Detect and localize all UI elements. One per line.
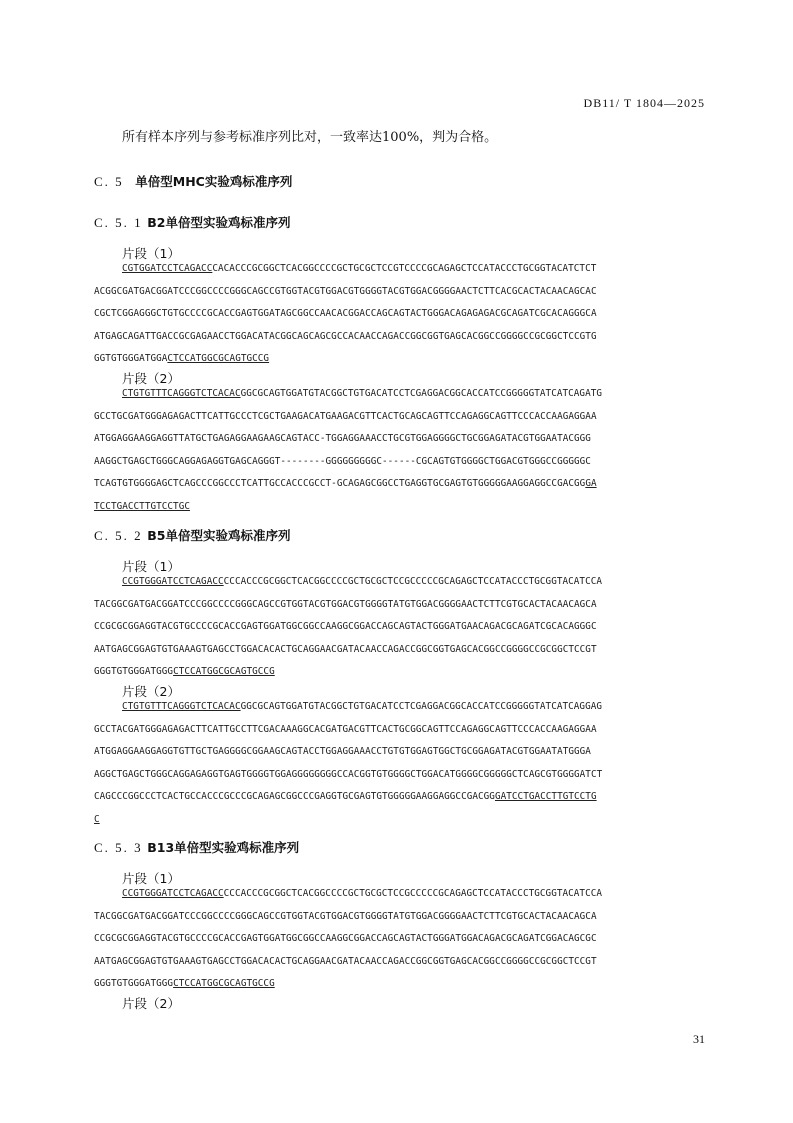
sequence-line: CCGCGCGGAGGTACGTGCCCCGCACCGAGTGGATGGCGGCCAAGGCGGACCAGCAGTACTGGGATGAACAGACGCAGATCGCACAGGGC — [94, 621, 597, 633]
fragment-label-b2-2: 片段（2） — [122, 371, 180, 386]
sequence-text: GGCGCAGTGGATGTACGGCTGTGACATCCTCGAGGACGGCACCATCCGGGGGTATCATCAGGAG — [240, 701, 603, 712]
section-title: B2单倍型实验鸡标准序列 — [147, 215, 291, 230]
sequence-line — [94, 973, 706, 996]
sequence-line — [94, 883, 706, 906]
sequence-block-b2-1 — [94, 258, 706, 371]
sequence-line — [94, 696, 706, 719]
sequence-line — [94, 258, 706, 281]
primer-underline: C — [94, 813, 100, 825]
primer-underline: CCGTGGGATCCTCAGACC — [122, 576, 224, 587]
sequence-block-b5-1 — [94, 571, 706, 684]
sequence-line: GCCTACGATGGGAGAGACTTCATTGCCTTCGACAAAGGCACGATGACGTTCACTGCGGCAGTTCCAGAGGCAGTTCCCACCAAGAGGAA — [94, 723, 597, 735]
sequence-line — [94, 661, 706, 684]
primer-underline: CTCCATGGCGCAGTGCCG — [173, 666, 275, 678]
standard-code-header: DB11/ T 1804—2025 — [583, 96, 705, 110]
section-heading-c52 — [94, 526, 290, 544]
primer-underline: CCGTGGGATCCTCAGACC — [122, 888, 224, 899]
section-heading-c51 — [94, 213, 290, 231]
sequence-line: AGGCTGAGCTGGGCAGGAGAGGTGAGTGGGGTGGAGGGGGGGGCCACGGTGTGGGGCTGGACATGGGGCGGGGGCTCAGCGTGGGGATCT — [94, 768, 603, 780]
intro-paragraph: 所有样本序列与参考标准序列比对，一致率达100%，判为合格。 — [122, 130, 498, 145]
sequence-line: ATGGAGGAAGGAGGTGTTGCTGAGGGGCGGAAGCAGTACCTGGAGGAAACCTGTGTGGAGTGGCTGCGGAGATACGTGGAATATGGGA — [94, 746, 591, 758]
sequence-block-b5-2 — [94, 696, 706, 832]
sequence-line — [94, 383, 706, 406]
primer-underline: GA — [585, 478, 597, 490]
sequence-line: CCGCGCGGAGGTACGTGCCCCGCACCGAGTGGATGGCGGCCAAGGCGGACCAGCAGTACTGGGATGGACAGACGCAGATCGGACAGCGC — [94, 933, 597, 945]
section-title: 单倍型MHC实验鸡标准序列 — [135, 174, 293, 189]
fragment-label-b13-2: 片段（2） — [122, 996, 180, 1011]
sequence-text: CCCACCCGCGGCTCACGGCCCCGCTGCGCTCCGCCCCCGCAGAGCTCCATACCCTGCGGTACATCCA — [223, 576, 603, 587]
sequence-text: GGGTGTGGGATGGG — [94, 978, 174, 990]
section-title: B5单倍型实验鸡标准序列 — [147, 528, 291, 543]
primer-underline: GATCCTGACCTTGTCCTG — [494, 791, 597, 803]
sequence-line: GCCTGCGATGGGAGAGACTTCATTGCCCTCGCTGAAGACATGAAGACGTTCACTGCAGCAGTTCCAGAGGCAGTTCCCACCAAGAGGAA — [94, 410, 597, 422]
sequence-line — [94, 786, 706, 809]
sequence-line: TACGGCGATGACGGATCCCGGCCCCGGGCAGCCGTGGTACGTGGACGTGGGGTATGTGGACGGGGAACTCTTCGTGCACTACAACAGCA — [94, 910, 597, 922]
section-heading-c5 — [94, 172, 292, 190]
sequence-text: GGGTGTGGGATGGG — [94, 666, 174, 678]
sequence-text: CAGCCCGGCCCTCACTGCCACCCGCCCGCAGAGCGGCCCGAGGTGCGAGTGTGGGGGAAGGAGGCCGACGG — [94, 791, 495, 803]
section-number: C. 5. 1 — [94, 215, 143, 230]
sequence-text: TCAGTGTGGGGAGCTCAGCCCGGCCCTCATTGCCACCCGCCT-GCAGAGCGGCCTGAGGTGCGAGTGTGGGGGAAGGAGGCCGACGG — [94, 478, 586, 490]
sequence-line: ACGGCGATGACGGATCCCGGCCCCGGGCAGCCGTGGTACGTGGACGTGGGGTACGTGGACGGGGAACTCTTCACGCACTACAACAGCAC — [94, 285, 597, 297]
sequence-line: AATGAGCGGAGTGTGAAAGTGAGCCTGGACACACTGCAGGAACGATACAACCAGACCGGCGGTGAGCACGGCCGGGGCCGCGGCTCCGT — [94, 643, 597, 655]
sequence-line: ATGAGCAGATTGACCGCGAGAACCTGGACATACGGCAGCAGCGCCACAACCAGACCGGCGGTGAGCACGGCCGGGGCCGCGGCTCCGTG — [94, 330, 597, 342]
sequence-line — [94, 348, 706, 371]
primer-underline: TCCTGACCTTGTCCTGC — [94, 500, 191, 512]
sequence-text: CCCACCCGCGGCTCACGGCCCCGCTGCGCTCCGCCCCCGCAGAGCTCCATACCCTGCGGTACATCCA — [223, 888, 603, 899]
sequence-block-b13-1 — [94, 883, 706, 996]
sequence-line — [94, 473, 706, 496]
sequence-line: ATGGAGGAAGGAGGTTATGCTGAGAGGAAGAAGCAGTACC-TGGAGGAAACCTGCGTGGAGGGGCTGCGGAGATACGTGGAATACGGG — [94, 433, 591, 445]
sequence-text: GGCGCAGTGGATGTACGGCTGTGACATCCTCGAGGACGGCACCATCCGGGGGTATCATCAGATG — [240, 388, 603, 399]
primer-underline: CTGTGTTTCAGGGTCTCACAC — [122, 388, 241, 399]
fragment-label-b5-1: 片段（1） — [122, 559, 180, 574]
fragment-label-b13-1: 片段（1） — [122, 871, 180, 886]
sequence-line: TACGGCGATGACGGATCCCGGCCCCGGGCAGCCGTGGTACGTGGACGTGGGGTATGTGGACGGGGAACTCTTCGTGCACTACAACAGCA — [94, 598, 597, 610]
sequence-text: CACACCCGCGGCTCACGGCCCCGCTGCGCTCCGTCCCCGCAGAGCTCCATACCCTGCGGTACATCTCT — [212, 263, 597, 274]
sequence-line — [94, 571, 706, 594]
sequence-line — [94, 496, 706, 519]
primer-underline: CTCCATGGCGCAGTGCCG — [167, 353, 270, 365]
fragment-label-b2-1: 片段（1） — [122, 246, 180, 261]
fragment-label-b5-2: 片段（2） — [122, 684, 180, 699]
page-number: 31 — [693, 1032, 705, 1046]
section-heading-c53 — [94, 838, 299, 856]
sequence-line — [94, 809, 706, 832]
section-title: B13单倍型实验鸡标准序列 — [147, 840, 300, 855]
section-number: C. 5. 2 — [94, 528, 143, 543]
sequence-line: AATGAGCGGAGTGTGAAAGTGAGCCTGGACACACTGCAGGAACGATACAACCAGACCGGCGGTGAGCACGGCCGGGGCCGCGGCTCCGT — [94, 955, 597, 967]
sequence-block-b2-2 — [94, 383, 706, 519]
section-number: C. 5 — [94, 174, 124, 189]
sequence-text: GGTGTGGGATGGA — [94, 353, 168, 365]
primer-underline: CTCCATGGCGCAGTGCCG — [173, 978, 275, 990]
primer-underline: CTGTGTTTCAGGGTCTCACAC — [122, 701, 241, 712]
primer-underline: CGTGGATCCTCAGACC — [122, 263, 213, 274]
sequence-line: CGCTCGGAGGGCTGTGCCCCGCACCGAGTGGATAGCGGCCAACACGGACCAGCAGTACTGGGACAGAGAGACGCAGATCGCACAGGGCA — [94, 308, 597, 320]
section-number: C. 5. 3 — [94, 840, 143, 855]
sequence-line: AAGGCTGAGCTGGGCAGGAGAGGTGAGCAGGGT--------GGGGGGGGGC------CGCAGTGTGGGGCTGGACGTGGGCCGGGGGC — [94, 455, 591, 467]
